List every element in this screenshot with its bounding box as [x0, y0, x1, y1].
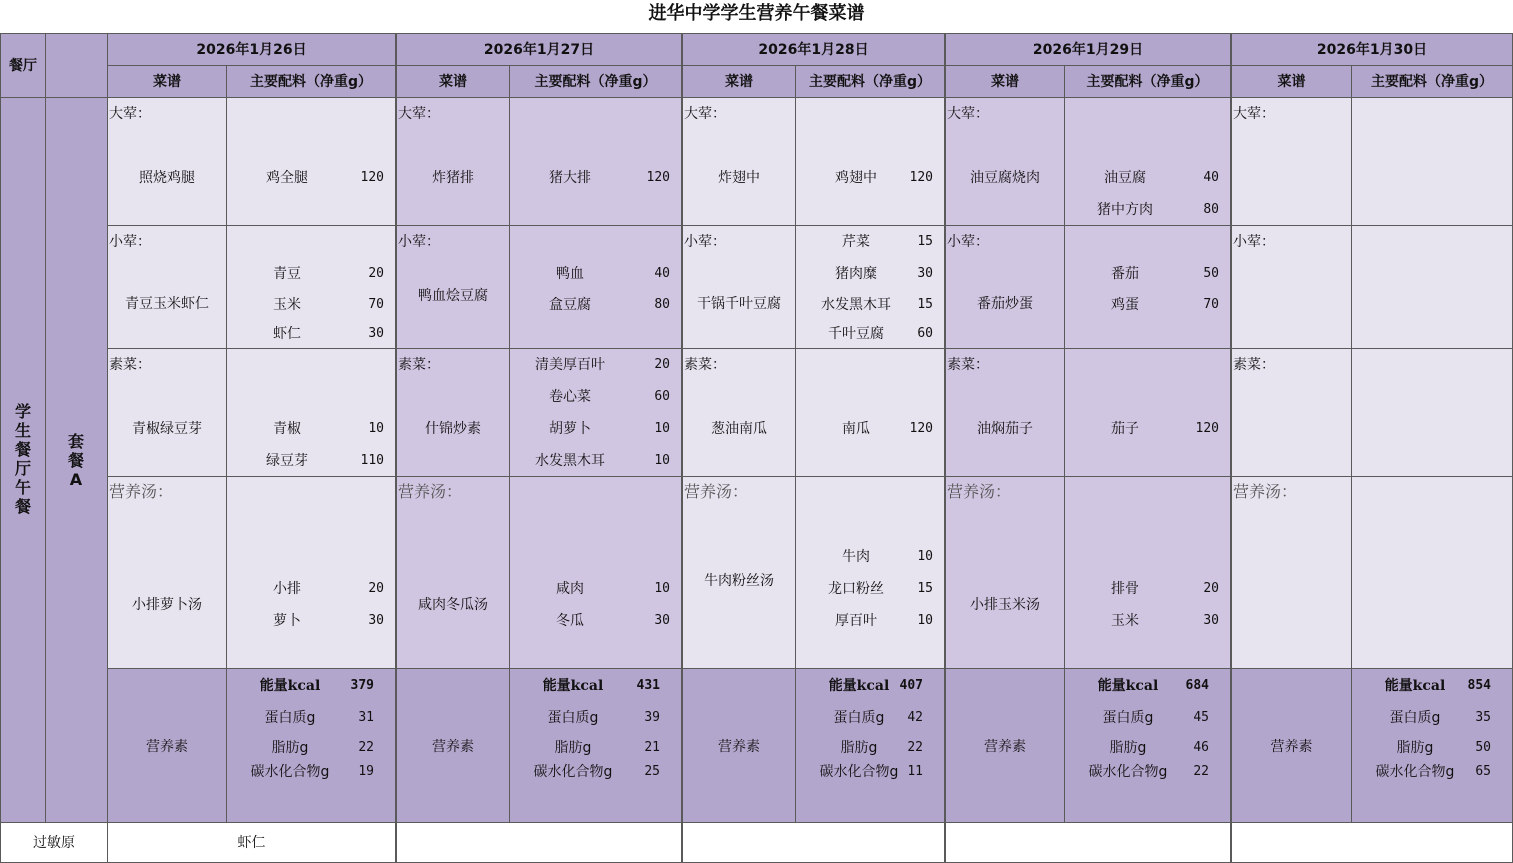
veg-section-label: 素菜： — [1233, 357, 1275, 373]
ingredient-name: 卷心菜 — [549, 389, 591, 405]
ingredient-name: 鸡翅中 — [835, 170, 877, 186]
protein-label: 蛋白质g — [833, 710, 885, 726]
fat-label: 脂肪g — [1396, 740, 1434, 756]
energy-value: 684 — [1185, 678, 1209, 693]
ingredient-name: 芹菜 — [842, 234, 870, 250]
big-section-label: 大荤： — [684, 106, 726, 122]
big-dish-name: 油豆腐烧肉 — [970, 170, 1040, 186]
soup-dish-name: 小排玉米汤 — [970, 597, 1040, 613]
soup-section-label: 营养汤： — [1233, 482, 1298, 501]
ingredient-qty: 50 — [1203, 266, 1219, 281]
soup-ingredient-cell-4 — [1351, 476, 1513, 669]
big-dish-name: 炸猪排 — [432, 170, 474, 186]
ingredient-qty: 120 — [909, 421, 933, 436]
soup-menu-cell-4 — [1231, 476, 1352, 669]
soup-menu-cell-3 — [945, 476, 1065, 669]
veg-dish-name: 葱油南瓜 — [711, 421, 767, 437]
small-section-label: 小荤： — [109, 234, 151, 250]
energy-value: 431 — [636, 678, 660, 693]
soup-section-label: 营养汤： — [109, 482, 174, 501]
ingredient-name: 冬瓜 — [556, 613, 584, 629]
protein-value: 39 — [644, 710, 660, 725]
soup-dish-name: 牛肉粉丝汤 — [704, 573, 774, 589]
nutrition-label: 营养素 — [146, 739, 188, 755]
fat-value: 22 — [907, 740, 923, 755]
ingredient-name: 猪中方肉 — [1097, 202, 1153, 218]
fat-label: 脂肪g — [554, 740, 592, 756]
ingredient-qty: 110 — [360, 453, 384, 468]
ingredient-name: 排骨 — [1111, 581, 1139, 597]
small-section-label: 小荤： — [1233, 234, 1275, 250]
soup-ingredient-cell-0 — [226, 476, 396, 669]
ingredient-qty: 120 — [646, 170, 670, 185]
veg-ingredient-cell-3 — [1064, 348, 1231, 477]
ingredient-qty: 70 — [368, 297, 384, 312]
ingredient-qty: 20 — [368, 266, 384, 281]
soup-menu-cell-0 — [107, 476, 227, 669]
allergen-cell-3 — [945, 822, 1231, 863]
date-label: 2026年1月27日 — [483, 42, 595, 58]
soup-section-label: 营养汤： — [947, 482, 1012, 501]
page-title: 进华中学学生营养午餐菜谱 — [648, 3, 865, 24]
date-label: 2026年1月26日 — [196, 42, 307, 58]
allergen-label: 过敏原 — [33, 835, 75, 851]
ingredient-name: 小排 — [273, 581, 301, 597]
ingredient-qty: 15 — [917, 297, 933, 312]
ingredient-qty: 10 — [654, 453, 670, 468]
ingredient-qty: 10 — [654, 581, 670, 596]
ingredient-name: 番茄 — [1111, 266, 1139, 282]
nutrition-label: 营养素 — [1270, 739, 1313, 755]
energy-label: 能量kcal — [828, 678, 890, 694]
energy-label: 能量kcal — [1097, 678, 1159, 694]
fat-label: 脂肪g — [1109, 740, 1147, 756]
energy-label: 能量kcal — [542, 678, 604, 694]
veg-section-label: 素菜： — [947, 357, 989, 373]
small-dish-name: 青豆玉米虾仁 — [125, 296, 209, 312]
carbs-value: 25 — [644, 764, 660, 779]
protein-value: 35 — [1475, 710, 1491, 725]
date-label: 2026年1月30日 — [1316, 42, 1428, 58]
ingredient-qty: 120 — [360, 170, 384, 185]
ingredient-name: 玉米 — [1111, 613, 1139, 629]
big-section-label: 大荤： — [109, 106, 151, 122]
carbs-label: 碳水化合物g — [1088, 764, 1168, 780]
small-dish-name: 鸭血烩豆腐 — [418, 288, 488, 304]
soup-ingredient-cell-3 — [1064, 476, 1231, 669]
ingredient-name: 虾仁 — [273, 326, 301, 342]
ingredient-name: 青豆 — [273, 266, 301, 282]
allergen-cell-1 — [396, 822, 682, 863]
big-dish-name: 炸翅中 — [718, 170, 760, 186]
ingredient-qty: 120 — [909, 170, 933, 185]
ingredient-qty: 20 — [654, 357, 670, 372]
carbs-label: 碳水化合物g — [533, 764, 613, 780]
ingredients-header-label: 主要配料（净重g） — [1086, 74, 1209, 90]
ingredient-qty: 120 — [1195, 421, 1219, 436]
small-ingredient-cell-1 — [509, 225, 682, 349]
menu-header-label: 菜谱 — [991, 74, 1019, 90]
set-vertical-label: 套餐A — [67, 432, 84, 489]
carbs-value: 22 — [1193, 764, 1209, 779]
ingredient-qty: 30 — [917, 266, 933, 281]
small-section-label: 小荤： — [947, 234, 989, 250]
ingredient-qty: 10 — [917, 613, 933, 628]
small-ingredient-cell-4 — [1351, 225, 1513, 349]
ingredient-name: 萝卜 — [273, 613, 301, 629]
veg-section-label: 素菜： — [684, 357, 726, 373]
carbs-value: 65 — [1475, 764, 1491, 779]
small-section-label: 小荤： — [398, 234, 440, 250]
energy-label: 能量kcal — [259, 678, 321, 694]
ingredients-header-label: 主要配料（净重g） — [808, 74, 932, 90]
ingredient-qty: 30 — [368, 326, 384, 341]
small-dish-name: 番茄炒蛋 — [977, 296, 1033, 312]
ingredient-qty: 60 — [654, 389, 670, 404]
ingredient-name: 茄子 — [1111, 421, 1139, 437]
big-section-label: 大荤： — [398, 106, 440, 122]
ingredient-qty: 30 — [368, 613, 384, 628]
ingredient-qty: 80 — [654, 297, 670, 312]
ingredient-name: 鸡全腿 — [266, 170, 308, 186]
menu-header-label: 菜谱 — [725, 74, 753, 90]
veg-dish-name: 油焖茄子 — [977, 421, 1033, 437]
soup-section-label: 营养汤： — [398, 482, 463, 501]
protein-label: 蛋白质g — [547, 710, 599, 726]
ingredient-name: 胡萝卜 — [549, 421, 591, 437]
energy-value: 379 — [350, 678, 374, 693]
ingredient-name: 绿豆芽 — [266, 453, 308, 469]
protein-value: 31 — [358, 710, 374, 725]
nutrition-label: 营养素 — [984, 739, 1026, 755]
big-ingredient-cell-0 — [226, 97, 396, 226]
small-section-label: 小荤： — [684, 234, 726, 250]
fat-value: 21 — [644, 740, 660, 755]
ingredient-qty: 15 — [917, 234, 933, 249]
ingredient-qty: 10 — [654, 421, 670, 436]
menu-header-label: 菜谱 — [439, 74, 467, 90]
veg-ingredient-cell-4 — [1351, 348, 1513, 477]
ingredient-qty: 30 — [654, 613, 670, 628]
ingredient-name: 猪肉糜 — [835, 266, 877, 282]
allergen-cell-4 — [1231, 822, 1513, 863]
carbs-value: 11 — [907, 764, 923, 779]
ingredients-header-label: 主要配料（净重g） — [249, 74, 373, 90]
canteen-vertical-label: 学生餐厅午餐 — [14, 402, 31, 516]
big-ingredient-cell-2 — [795, 97, 945, 226]
ingredient-name: 猪大排 — [549, 170, 591, 186]
ingredient-name: 水发黑木耳 — [535, 453, 605, 469]
allergen-value: 虾仁 — [237, 835, 266, 851]
ingredient-name: 千叶豆腐 — [828, 326, 884, 342]
soup-ingredient-cell-2 — [795, 476, 945, 669]
ingredient-name: 鸭血 — [556, 266, 584, 282]
ingredient-name: 厚百叶 — [835, 613, 877, 629]
allergen-cell-2 — [682, 822, 945, 863]
ingredient-qty: 15 — [917, 581, 933, 596]
veg-ingredient-cell-2 — [795, 348, 945, 477]
ingredient-name: 水发黑木耳 — [821, 297, 891, 313]
nutrition-label: 营养素 — [432, 739, 474, 755]
ingredient-qty: 80 — [1203, 202, 1219, 217]
protein-label: 蛋白质g — [1102, 710, 1154, 726]
fat-value: 22 — [358, 740, 374, 755]
big-section-label: 大荤： — [947, 106, 989, 122]
soup-dish-name: 咸肉冬瓜汤 — [418, 597, 488, 613]
carbs-label: 碳水化合物g — [250, 764, 330, 780]
energy-value: 854 — [1467, 678, 1491, 693]
big-ingredient-cell-1 — [509, 97, 682, 226]
ingredient-qty: 20 — [368, 581, 384, 596]
ingredient-qty: 10 — [368, 421, 384, 436]
protein-label: 蛋白质g — [264, 710, 316, 726]
energy-label: 能量kcal — [1384, 678, 1446, 694]
ingredient-qty: 30 — [1203, 613, 1219, 628]
ingredient-qty: 40 — [654, 266, 670, 281]
soup-section-label: 营养汤： — [684, 482, 749, 501]
menu-header-label: 菜谱 — [153, 74, 181, 90]
canteen-label: 餐厅 — [9, 58, 37, 74]
energy-value: 407 — [899, 678, 923, 693]
veg-section-label: 素菜： — [109, 357, 151, 373]
fat-label: 脂肪g — [271, 740, 309, 756]
ingredient-name: 牛肉 — [842, 549, 870, 565]
big-ingredient-cell-4 — [1351, 97, 1513, 226]
big-dish-name: 照烧鸡腿 — [139, 170, 195, 186]
ingredient-qty: 40 — [1203, 170, 1219, 185]
ingredient-qty: 10 — [917, 549, 933, 564]
veg-dish-name: 青椒绿豆芽 — [132, 421, 202, 437]
ingredient-name: 咸肉 — [556, 581, 584, 597]
ingredient-name: 清美厚百叶 — [535, 357, 605, 373]
date-label: 2026年1月29日 — [1032, 42, 1144, 58]
ingredients-header-label: 主要配料（净重g） — [1370, 74, 1494, 90]
fat-value: 50 — [1475, 740, 1491, 755]
ingredient-name: 龙口粉丝 — [828, 581, 884, 597]
carbs-label: 碳水化合物g — [1375, 764, 1455, 780]
fat-label: 脂肪g — [840, 740, 878, 756]
soup-menu-cell-1 — [396, 476, 510, 669]
header-blank-cell — [45, 33, 108, 98]
protein-value: 45 — [1193, 710, 1209, 725]
carbs-label: 碳水化合物g — [819, 764, 899, 780]
ingredient-name: 鸡蛋 — [1111, 297, 1139, 313]
ingredient-name: 南瓜 — [842, 421, 870, 437]
ingredient-qty: 60 — [917, 326, 933, 341]
soup-dish-name: 小排萝卜汤 — [132, 597, 202, 613]
big-section-label: 大荤： — [1233, 106, 1275, 122]
protein-value: 42 — [907, 710, 923, 725]
ingredient-qty: 20 — [1203, 581, 1219, 596]
soup-ingredient-cell-1 — [509, 476, 682, 669]
ingredient-name: 油豆腐 — [1104, 170, 1146, 186]
small-ingredient-cell-3 — [1064, 225, 1231, 349]
veg-dish-name: 什锦炒素 — [425, 421, 481, 437]
carbs-value: 19 — [358, 764, 374, 779]
menu-header-label: 菜谱 — [1277, 74, 1306, 90]
date-label: 2026年1月28日 — [758, 42, 869, 58]
ingredient-qty: 70 — [1203, 297, 1219, 312]
ingredient-name: 玉米 — [273, 297, 301, 313]
veg-section-label: 素菜： — [398, 357, 440, 373]
ingredients-header-label: 主要配料（净重g） — [534, 74, 657, 90]
ingredient-name: 青椒 — [273, 421, 301, 437]
nutrition-label: 营养素 — [718, 739, 760, 755]
protein-label: 蛋白质g — [1389, 710, 1441, 726]
small-dish-name: 干锅千叶豆腐 — [697, 296, 781, 312]
ingredient-name: 盒豆腐 — [549, 297, 591, 313]
fat-value: 46 — [1193, 740, 1209, 755]
